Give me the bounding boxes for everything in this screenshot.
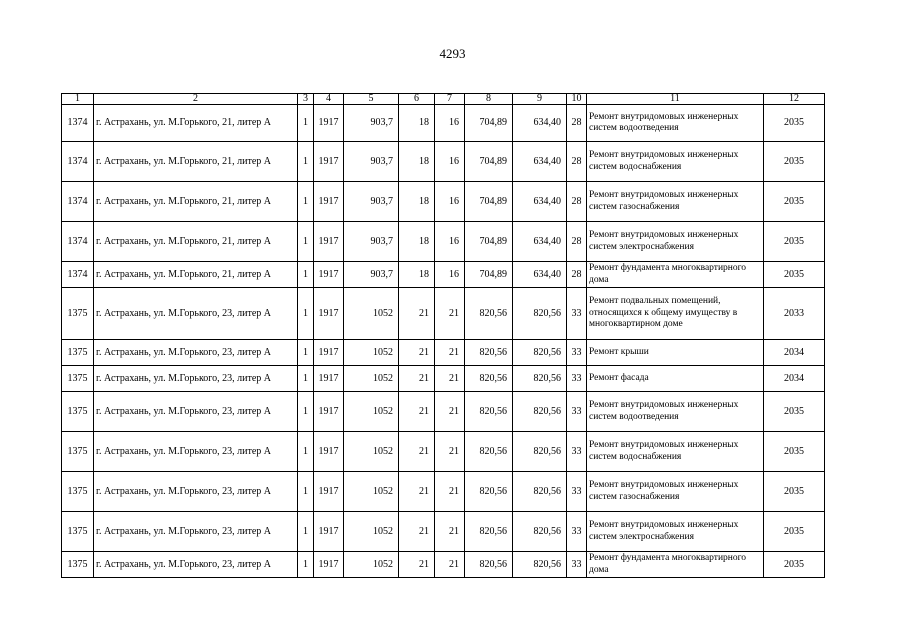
total-area-cell: 1052 [344, 472, 399, 512]
column-9-cell: 820,56 [513, 340, 567, 366]
table-row [62, 512, 825, 552]
column-7-cell: 16 [435, 142, 465, 182]
column-header: 10 [567, 94, 587, 105]
column-header: 12 [764, 94, 825, 105]
column-9-cell: 634,40 [513, 182, 567, 222]
column-3-cell: 1 [298, 340, 314, 366]
build-year-cell: 1917 [314, 392, 344, 432]
column-8-cell: 820,56 [465, 472, 513, 512]
address-cell: г. Астрахань, ул. М.Горького, 23, литер А [94, 552, 298, 578]
column-9-cell: 820,56 [513, 472, 567, 512]
work-type-cell: Ремонт внутридомовых инженерных систем водоотведения [587, 392, 764, 432]
total-area-cell: 903,7 [344, 105, 399, 142]
table-row [62, 472, 825, 512]
work-type-cell: Ремонт внутридомовых инженерных систем водоотведения [587, 105, 764, 142]
column-9-cell: 634,40 [513, 105, 567, 142]
column-10-cell: 33 [567, 392, 587, 432]
column-number-header [62, 94, 825, 105]
column-3-cell: 1 [298, 512, 314, 552]
row-number-cell: 1374 [62, 182, 94, 222]
row-number-cell: 1375 [62, 552, 94, 578]
address-cell: г. Астрахань, ул. М.Горького, 21, литер А [94, 262, 298, 288]
row-number-cell: 1375 [62, 392, 94, 432]
column-6-cell: 21 [399, 432, 435, 472]
build-year-cell: 1917 [314, 472, 344, 512]
column-10-cell: 28 [567, 105, 587, 142]
column-header: 8 [465, 94, 513, 105]
total-area-cell: 903,7 [344, 262, 399, 288]
table-row [62, 392, 825, 432]
column-6-cell: 21 [399, 472, 435, 512]
column-header: 5 [344, 94, 399, 105]
build-year-cell: 1917 [314, 222, 344, 262]
build-year-cell: 1917 [314, 142, 344, 182]
column-10-cell: 33 [567, 472, 587, 512]
row-number-cell: 1374 [62, 105, 94, 142]
address-cell: г. Астрахань, ул. М.Горького, 23, литер А [94, 392, 298, 432]
column-7-cell: 16 [435, 222, 465, 262]
column-7-cell: 21 [435, 366, 465, 392]
total-area-cell: 903,7 [344, 182, 399, 222]
plan-year-cell: 2035 [764, 222, 825, 262]
column-6-cell: 18 [399, 262, 435, 288]
column-9-cell: 634,40 [513, 222, 567, 262]
column-9-cell: 820,56 [513, 366, 567, 392]
address-cell: г. Астрахань, ул. М.Горького, 21, литер А [94, 182, 298, 222]
column-9-cell: 820,56 [513, 552, 567, 578]
total-area-cell: 1052 [344, 512, 399, 552]
column-header: 6 [399, 94, 435, 105]
plan-year-cell: 2035 [764, 105, 825, 142]
total-area-cell: 903,7 [344, 142, 399, 182]
column-3-cell: 1 [298, 552, 314, 578]
table-row [62, 366, 825, 392]
row-number-cell: 1375 [62, 340, 94, 366]
address-cell: г. Астрахань, ул. М.Горького, 23, литер А [94, 366, 298, 392]
column-header: 7 [435, 94, 465, 105]
column-7-cell: 16 [435, 105, 465, 142]
column-6-cell: 21 [399, 366, 435, 392]
address-cell: г. Астрахань, ул. М.Горького, 21, литер А [94, 105, 298, 142]
table-row [62, 182, 825, 222]
table-row [62, 262, 825, 288]
address-cell: г. Астрахань, ул. М.Горького, 23, литер А [94, 472, 298, 512]
column-7-cell: 21 [435, 392, 465, 432]
work-type-cell: Ремонт фундамента многоквартирного дома [587, 552, 764, 578]
column-10-cell: 28 [567, 142, 587, 182]
column-3-cell: 1 [298, 142, 314, 182]
column-8-cell: 704,89 [465, 222, 513, 262]
address-cell: г. Астрахань, ул. М.Горького, 21, литер А [94, 142, 298, 182]
plan-year-cell: 2035 [764, 142, 825, 182]
work-type-cell: Ремонт внутридомовых инженерных систем газоснабжения [587, 182, 764, 222]
column-8-cell: 704,89 [465, 142, 513, 182]
row-number-cell: 1375 [62, 512, 94, 552]
address-cell: г. Астрахань, ул. М.Горького, 23, литер А [94, 512, 298, 552]
build-year-cell: 1917 [314, 288, 344, 340]
work-type-cell: Ремонт внутридомовых инженерных систем электроснабжения [587, 222, 764, 262]
plan-year-cell: 2034 [764, 366, 825, 392]
column-9-cell: 820,56 [513, 288, 567, 340]
build-year-cell: 1917 [314, 182, 344, 222]
work-type-cell: Ремонт внутридомовых инженерных систем электроснабжения [587, 512, 764, 552]
total-area-cell: 1052 [344, 552, 399, 578]
column-3-cell: 1 [298, 392, 314, 432]
table-row [62, 222, 825, 262]
plan-year-cell: 2034 [764, 340, 825, 366]
build-year-cell: 1917 [314, 262, 344, 288]
column-8-cell: 820,56 [465, 340, 513, 366]
column-3-cell: 1 [298, 222, 314, 262]
column-10-cell: 33 [567, 366, 587, 392]
column-header: 2 [94, 94, 298, 105]
build-year-cell: 1917 [314, 105, 344, 142]
plan-year-cell: 2035 [764, 512, 825, 552]
work-type-cell: Ремонт фундамента многоквартирного дома [587, 262, 764, 288]
work-type-cell: Ремонт внутридомовых инженерных систем водоснабжения [587, 142, 764, 182]
plan-year-cell: 2035 [764, 262, 825, 288]
column-7-cell: 21 [435, 512, 465, 552]
work-type-cell: Ремонт внутридомовых инженерных систем водоснабжения [587, 432, 764, 472]
column-7-cell: 21 [435, 552, 465, 578]
build-year-cell: 1917 [314, 366, 344, 392]
row-number-cell: 1375 [62, 472, 94, 512]
column-header: 4 [314, 94, 344, 105]
column-7-cell: 21 [435, 472, 465, 512]
column-8-cell: 704,89 [465, 262, 513, 288]
work-type-cell: Ремонт внутридомовых инженерных систем газоснабжения [587, 472, 764, 512]
total-area-cell: 903,7 [344, 222, 399, 262]
table-row [62, 105, 825, 142]
column-6-cell: 21 [399, 392, 435, 432]
plan-year-cell: 2033 [764, 288, 825, 340]
column-6-cell: 21 [399, 288, 435, 340]
plan-year-cell: 2035 [764, 182, 825, 222]
column-8-cell: 820,56 [465, 552, 513, 578]
column-9-cell: 820,56 [513, 392, 567, 432]
column-8-cell: 820,56 [465, 288, 513, 340]
repair-schedule-table [61, 93, 825, 578]
column-header: 3 [298, 94, 314, 105]
build-year-cell: 1917 [314, 432, 344, 472]
address-cell: г. Астрахань, ул. М.Горького, 23, литер А [94, 432, 298, 472]
total-area-cell: 1052 [344, 288, 399, 340]
row-number-cell: 1374 [62, 142, 94, 182]
table-row [62, 552, 825, 578]
column-3-cell: 1 [298, 432, 314, 472]
total-area-cell: 1052 [344, 366, 399, 392]
column-6-cell: 18 [399, 105, 435, 142]
work-type-cell: Ремонт подвальных помещений, относящихся к общему имуществу в многоквартирном доме [587, 288, 764, 340]
table-row [62, 288, 825, 340]
column-10-cell: 33 [567, 340, 587, 366]
table-row [62, 142, 825, 182]
total-area-cell: 1052 [344, 432, 399, 472]
column-9-cell: 634,40 [513, 142, 567, 182]
column-6-cell: 18 [399, 182, 435, 222]
column-8-cell: 704,89 [465, 105, 513, 142]
column-8-cell: 820,56 [465, 392, 513, 432]
column-10-cell: 33 [567, 552, 587, 578]
column-10-cell: 33 [567, 288, 587, 340]
build-year-cell: 1917 [314, 340, 344, 366]
column-10-cell: 28 [567, 222, 587, 262]
column-8-cell: 820,56 [465, 432, 513, 472]
plan-year-cell: 2035 [764, 432, 825, 472]
column-header: 11 [587, 94, 764, 105]
column-3-cell: 1 [298, 366, 314, 392]
column-10-cell: 28 [567, 262, 587, 288]
table-row [62, 432, 825, 472]
column-10-cell: 33 [567, 512, 587, 552]
column-9-cell: 820,56 [513, 432, 567, 472]
address-cell: г. Астрахань, ул. М.Горького, 21, литер А [94, 222, 298, 262]
column-6-cell: 18 [399, 222, 435, 262]
column-3-cell: 1 [298, 288, 314, 340]
column-header: 9 [513, 94, 567, 105]
total-area-cell: 1052 [344, 392, 399, 432]
build-year-cell: 1917 [314, 552, 344, 578]
column-8-cell: 820,56 [465, 366, 513, 392]
column-7-cell: 21 [435, 432, 465, 472]
plan-year-cell: 2035 [764, 552, 825, 578]
page-number: 4293 [439, 46, 466, 61]
row-number-cell: 1374 [62, 262, 94, 288]
column-3-cell: 1 [298, 472, 314, 512]
column-3-cell: 1 [298, 105, 314, 142]
total-area-cell: 1052 [344, 340, 399, 366]
address-cell: г. Астрахань, ул. М.Горького, 23, литер А [94, 340, 298, 366]
column-8-cell: 820,56 [465, 512, 513, 552]
column-10-cell: 33 [567, 432, 587, 472]
column-6-cell: 18 [399, 142, 435, 182]
column-6-cell: 21 [399, 340, 435, 366]
column-9-cell: 820,56 [513, 512, 567, 552]
column-3-cell: 1 [298, 182, 314, 222]
column-6-cell: 21 [399, 552, 435, 578]
row-number-cell: 1374 [62, 222, 94, 262]
column-7-cell: 21 [435, 340, 465, 366]
column-10-cell: 28 [567, 182, 587, 222]
address-cell: г. Астрахань, ул. М.Горького, 23, литер А [94, 288, 298, 340]
column-header: 1 [62, 94, 94, 105]
column-9-cell: 634,40 [513, 262, 567, 288]
row-number-cell: 1375 [62, 432, 94, 472]
work-type-cell: Ремонт крыши [587, 340, 764, 366]
column-7-cell: 16 [435, 182, 465, 222]
work-type-cell: Ремонт фасада [587, 366, 764, 392]
column-8-cell: 704,89 [465, 182, 513, 222]
build-year-cell: 1917 [314, 512, 344, 552]
column-6-cell: 21 [399, 512, 435, 552]
plan-year-cell: 2035 [764, 392, 825, 432]
row-number-cell: 1375 [62, 366, 94, 392]
row-number-cell: 1375 [62, 288, 94, 340]
plan-year-cell: 2035 [764, 472, 825, 512]
table-row [62, 340, 825, 366]
column-7-cell: 16 [435, 262, 465, 288]
column-7-cell: 21 [435, 288, 465, 340]
column-3-cell: 1 [298, 262, 314, 288]
